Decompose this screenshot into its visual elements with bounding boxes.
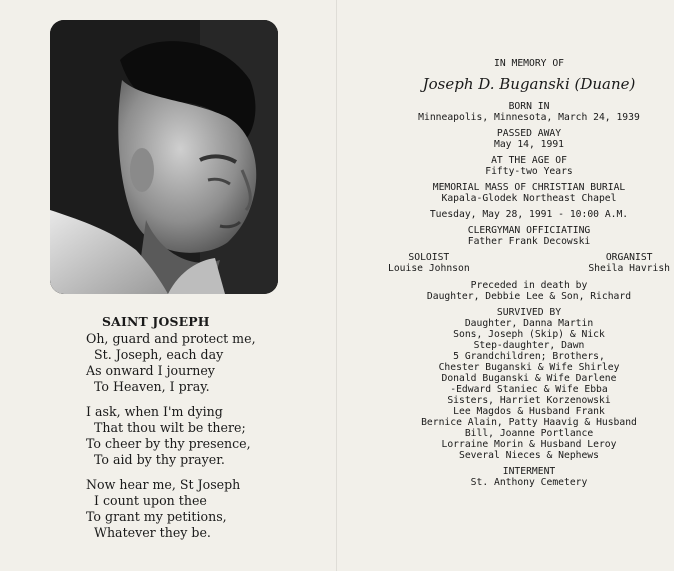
clergy-label: CLERGYMAN OFFICIATING: [467, 225, 591, 236]
interment-section: [396, 466, 662, 488]
poem-stanza-3: [86, 477, 286, 541]
poem-line: Now hear me, St Joseph: [86, 477, 241, 492]
poem-line: That thou wilt be there;: [94, 420, 246, 435]
survived-line: 5 Grandchildren; Brothers,: [453, 351, 605, 362]
poem-line: I ask, when I'm dying: [86, 404, 223, 419]
soloist-value: Louise Johnson: [388, 263, 470, 274]
poem-line: I count upon thee: [94, 493, 207, 508]
mass-datetime: Tuesday, May 28, 1991 - 10:00 A.M.: [429, 209, 629, 220]
survived-line: Bernice Alain, Patty Haavig & Husband: [421, 417, 637, 428]
survived-line: Sisters, Harriet Korzenowski: [447, 395, 611, 406]
preceded-section: [396, 280, 662, 302]
mass-section: [396, 182, 662, 204]
poem-stanza-1: [86, 331, 286, 395]
survived-line: Several Nieces & Nephews: [459, 450, 599, 461]
mass-label: MEMORIAL MASS OF CHRISTIAN BURIAL: [432, 182, 626, 193]
born-value: Minneapolis, Minnesota, March 24, 1939: [418, 112, 640, 123]
interment-label: INTERMENT: [502, 466, 556, 477]
organist-block: [588, 252, 670, 274]
poem-line: As onward I journey: [86, 363, 215, 378]
poem-saint-joseph: [86, 314, 286, 550]
poem-line: Whatever they be.: [94, 525, 211, 540]
survived-line: Bill, Joanne Portlance: [464, 428, 594, 439]
soloist-block: [388, 252, 470, 274]
born-label: BORN IN: [508, 101, 550, 112]
music-section: [388, 252, 670, 274]
poem-stanza-2: [86, 404, 286, 468]
interment-value: St. Anthony Cemetery: [470, 477, 588, 488]
survived-line: Step-daughter, Dawn: [473, 340, 585, 351]
portrait-illustration: [50, 20, 278, 294]
survived-section: [396, 307, 662, 461]
fold-divider: [336, 0, 337, 571]
passed-value: May 14, 1991: [494, 139, 564, 150]
organist-value: Sheila Havrish: [588, 263, 670, 274]
poem-line: St. Joseph, each day: [94, 347, 224, 362]
clergy-value: Father Frank Decowski: [467, 236, 591, 247]
poem-line: To grant my petitions,: [86, 509, 227, 524]
in-memory-heading: IN MEMORY OF: [494, 58, 564, 69]
poem-line: To cheer by thy presence,: [86, 436, 251, 451]
passed-label: PASSED AWAY: [496, 128, 562, 139]
survived-line: Sons, Joseph (Skip) & Nick: [453, 329, 605, 340]
portrait-photo: [50, 20, 278, 294]
memorial-info: [388, 58, 670, 493]
survived-line: Lee Magdos & Husband Frank: [453, 406, 605, 417]
age-value: Fifty-two Years: [485, 166, 573, 177]
preceded-line: Daughter, Debbie Lee & Son, Richard: [426, 291, 632, 302]
soloist-label: SOLOIST: [408, 252, 450, 263]
survived-line: Lorraine Morin & Husband Leroy: [441, 439, 617, 450]
survived-line: Chester Buganski & Wife Shirley: [438, 362, 620, 373]
poem-title: SAINT JOSEPH: [102, 314, 210, 329]
age-section: [396, 155, 662, 177]
poem-line: To aid by thy prayer.: [94, 452, 225, 467]
survived-line: Daughter, Danna Martin: [464, 318, 594, 329]
poem-line: Oh, guard and protect me,: [86, 331, 256, 346]
passed-section: [396, 128, 662, 150]
born-section: [396, 101, 662, 123]
organist-label: ORGANIST: [605, 252, 653, 263]
survived-line: Donald Buganski & Wife Darlene: [441, 373, 617, 384]
mass-location: Kapala-Glodek Northeast Chapel: [441, 193, 617, 204]
survived-line: -Edward Staniec & Wife Ebba: [450, 384, 608, 395]
age-label: AT THE AGE OF: [491, 155, 567, 166]
poem-line: To Heaven, I pray.: [94, 379, 210, 394]
deceased-name: Joseph D. Buganski (Duane): [422, 75, 636, 93]
preceded-line: Preceded in death by: [470, 280, 588, 291]
clergy-section: [396, 225, 662, 247]
survived-label: SURVIVED BY: [496, 307, 562, 318]
